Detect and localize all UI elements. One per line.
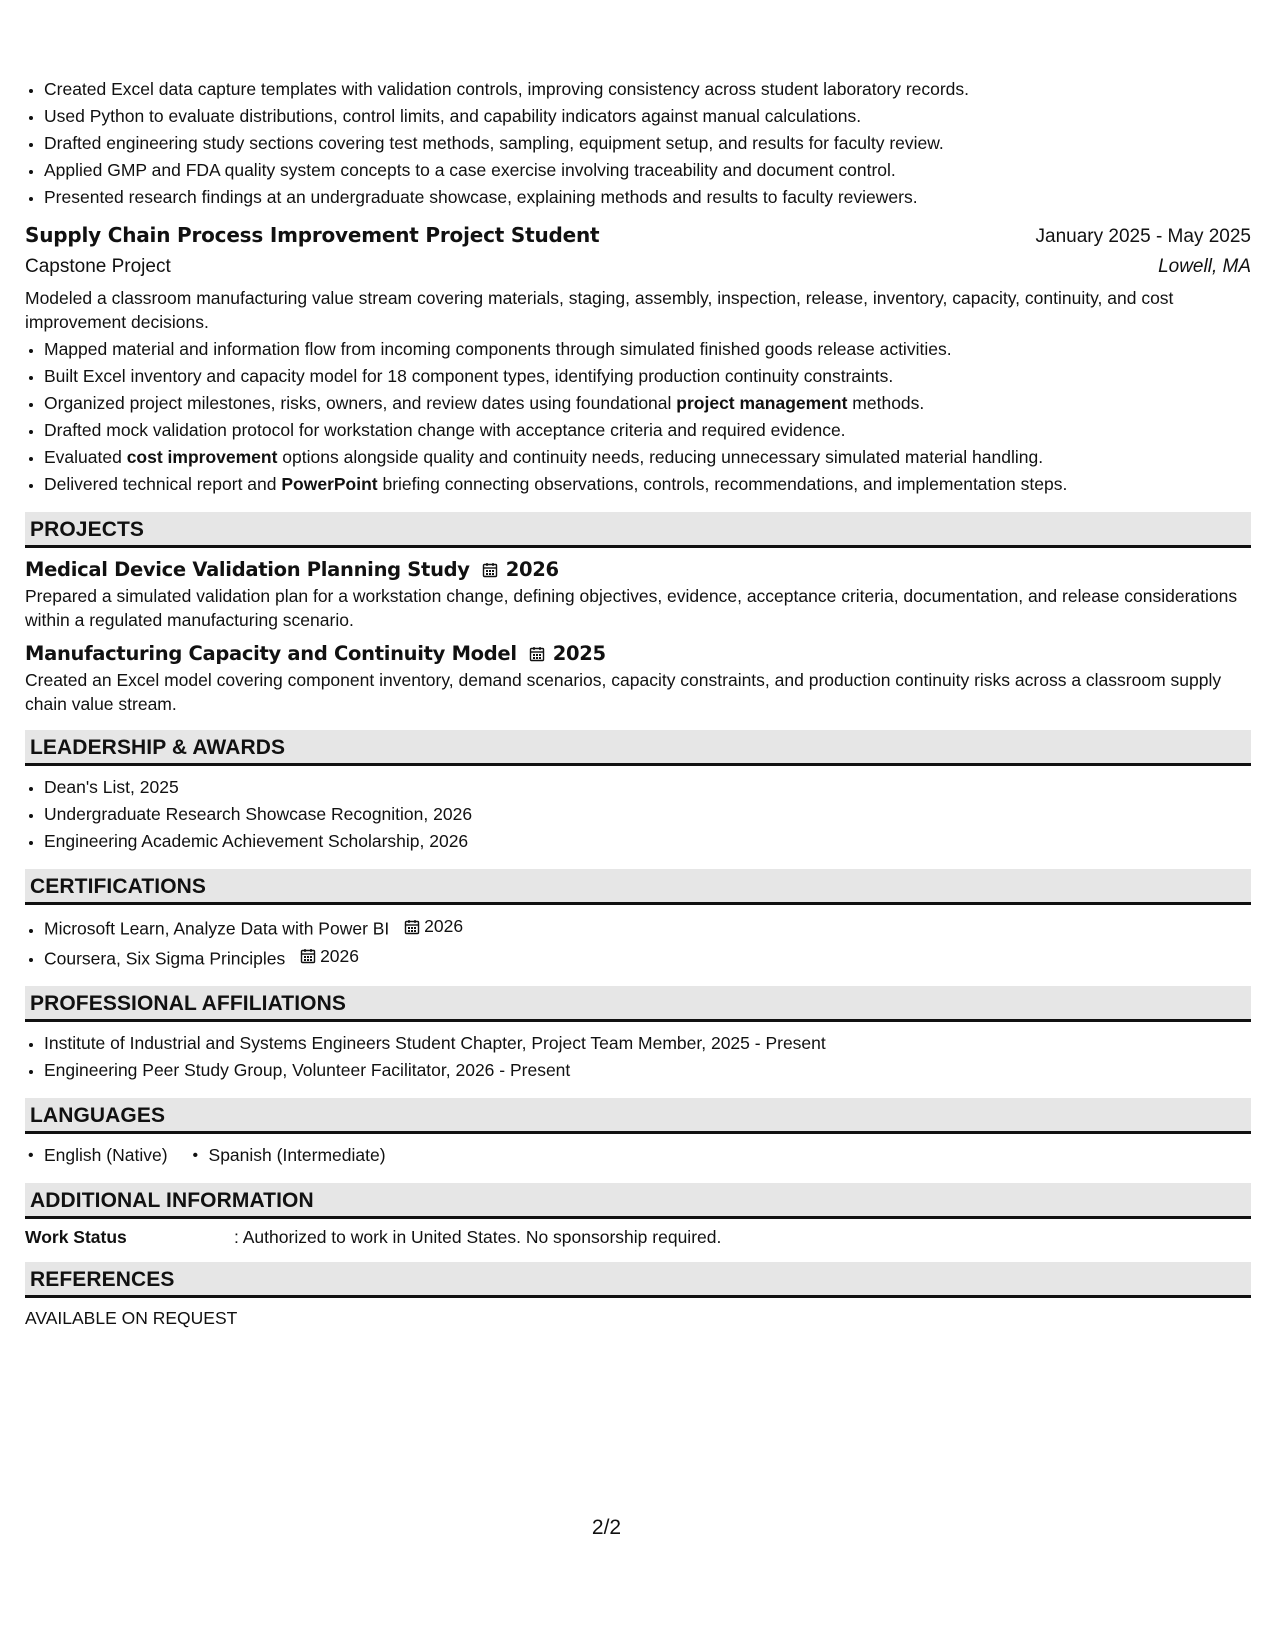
- calendar-icon: [529, 646, 545, 662]
- section-header-additional: ADDITIONAL INFORMATION: [25, 1183, 1251, 1219]
- job-title: Supply Chain Process Improvement Project Student: [25, 223, 600, 247]
- certification-name: Microsoft Learn, Analyze Data with Power BI: [44, 918, 390, 939]
- work-status-value: : Authorized to work in United States. No sponsorship required.: [234, 1227, 722, 1247]
- project-title: Medical Device Validation Planning Study: [25, 558, 470, 581]
- list-item: • Mapped material and information flow from incoming components through simulated finished goods release activities.: [44, 336, 1251, 363]
- list-item: • Undergraduate Research Showcase Recognition, 2026: [44, 801, 1251, 828]
- calendar-icon: [404, 919, 420, 935]
- project-year: 2025: [552, 642, 606, 665]
- list-item: • Applied GMP and FDA quality system concepts to a case exercise involving traceability and document control.: [44, 157, 1251, 184]
- list-item: • Dean's List, 2025: [44, 774, 1251, 801]
- page-number: 2/2: [591, 1516, 622, 1539]
- calendar-icon: [482, 562, 498, 578]
- calendar-icon: [300, 948, 316, 964]
- project-description: Prepared a simulated validation plan for a workstation change, defining objectives, evidence, acceptance criteria, documentation, and release considerations within a regulated manufacturing scenario.: [25, 586, 1238, 630]
- section-header-affiliations: PROFESSIONAL AFFILIATIONS: [25, 986, 1251, 1022]
- section-header-projects: PROJECTS: [25, 512, 1251, 548]
- certification-name: Coursera, Six Sigma Principles: [44, 948, 286, 968]
- certification-year: 2026: [320, 945, 360, 966]
- work-status-row: [25, 1227, 1251, 1248]
- list-item: • Used Python to evaluate distributions, control limits, and capability indicators against manual calculations.: [44, 103, 1251, 130]
- job-summary: Modeled a classroom manufacturing value stream covering materials, staging, assembly, inspection, release, inventory, capacity, continuity, and cost improvement decisions.: [25, 288, 1174, 332]
- list-item: • Engineering Academic Achievement Scholarship, 2026: [44, 828, 1251, 855]
- list-item: [44, 471, 1251, 498]
- list-item: [44, 943, 1251, 973]
- project-description: Created an Excel model covering component inventory, demand scenarios, capacity constraints, and production continuity risks across a classroom supply chain value stream.: [25, 670, 1222, 714]
- list-item: • Presented research findings at an undergraduate showcase, explaining methods and results to faculty reviewers.: [44, 184, 1251, 211]
- bold-keyword: cost improvement: [126, 447, 278, 467]
- resume-page: [25, 76, 1251, 1329]
- list-item: • Institute of Industrial and Systems Engineers Student Chapter, Project Team Member, 2025 - Present: [44, 1030, 1251, 1057]
- languages-list: [25, 1142, 1251, 1169]
- certifications-list: [25, 913, 1251, 972]
- section-header-certifications: CERTIFICATIONS: [25, 869, 1251, 905]
- list-item: • Drafted mock validation protocol for workstation change with acceptance criteria and required evidence.: [44, 417, 1251, 444]
- project-entry: [25, 558, 1251, 632]
- text: Delivered technical report and: [44, 474, 282, 494]
- list-item: • Engineering Peer Study Group, Volunteer Facilitator, 2026 - Present: [44, 1057, 1251, 1084]
- awards-list: [25, 774, 1251, 855]
- intro-bullet-list: [25, 76, 1251, 211]
- section-header-languages: LANGUAGES: [25, 1098, 1251, 1134]
- affiliations-list: [25, 1030, 1251, 1084]
- job-organization: Capstone Project: [25, 256, 171, 277]
- bold-keyword: project management: [676, 393, 848, 413]
- list-item: • Spanish (Intermediate): [190, 1142, 386, 1169]
- project-year: 2026: [505, 558, 559, 581]
- job-dates: January 2025 - May 2025: [1035, 226, 1251, 247]
- job-entry: [25, 223, 1251, 498]
- list-item: [44, 913, 1251, 943]
- project-entry: [25, 642, 1251, 716]
- section-header-references: REFERENCES: [25, 1262, 1251, 1298]
- job-location: Lowell, MA: [1158, 256, 1251, 277]
- text: Organized project milestones, risks, owners, and review dates using foundational: [44, 393, 677, 413]
- text: Evaluated: [44, 447, 127, 467]
- list-item: • English (Native): [25, 1142, 168, 1169]
- job-bullet-list: [25, 336, 1251, 498]
- work-status-label: Work Status: [25, 1227, 127, 1247]
- text: options alongside quality and continuity needs, reducing unnecessary simulated material handling.: [277, 447, 1044, 467]
- section-header-leadership: LEADERSHIP & AWARDS: [25, 730, 1251, 766]
- project-title: Manufacturing Capacity and Continuity Model: [25, 642, 517, 665]
- text: briefing connecting observations, controls, recommendations, and implementation steps.: [377, 474, 1068, 494]
- list-item: [44, 390, 1251, 417]
- list-item: • Drafted engineering study sections covering test methods, sampling, equipment setup, and results for faculty review.: [44, 130, 1251, 157]
- list-item: • Built Excel inventory and capacity model for 18 component types, identifying production continuity constraints.: [44, 363, 1251, 390]
- bold-keyword: PowerPoint: [281, 474, 378, 494]
- list-item: [44, 444, 1251, 471]
- certification-year: 2026: [424, 916, 464, 936]
- list-item: • Created Excel data capture templates with validation controls, improving consistency across student laboratory records.: [44, 76, 1251, 103]
- text: methods.: [847, 393, 925, 413]
- references-text: AVAILABLE ON REQUEST: [25, 1308, 238, 1328]
